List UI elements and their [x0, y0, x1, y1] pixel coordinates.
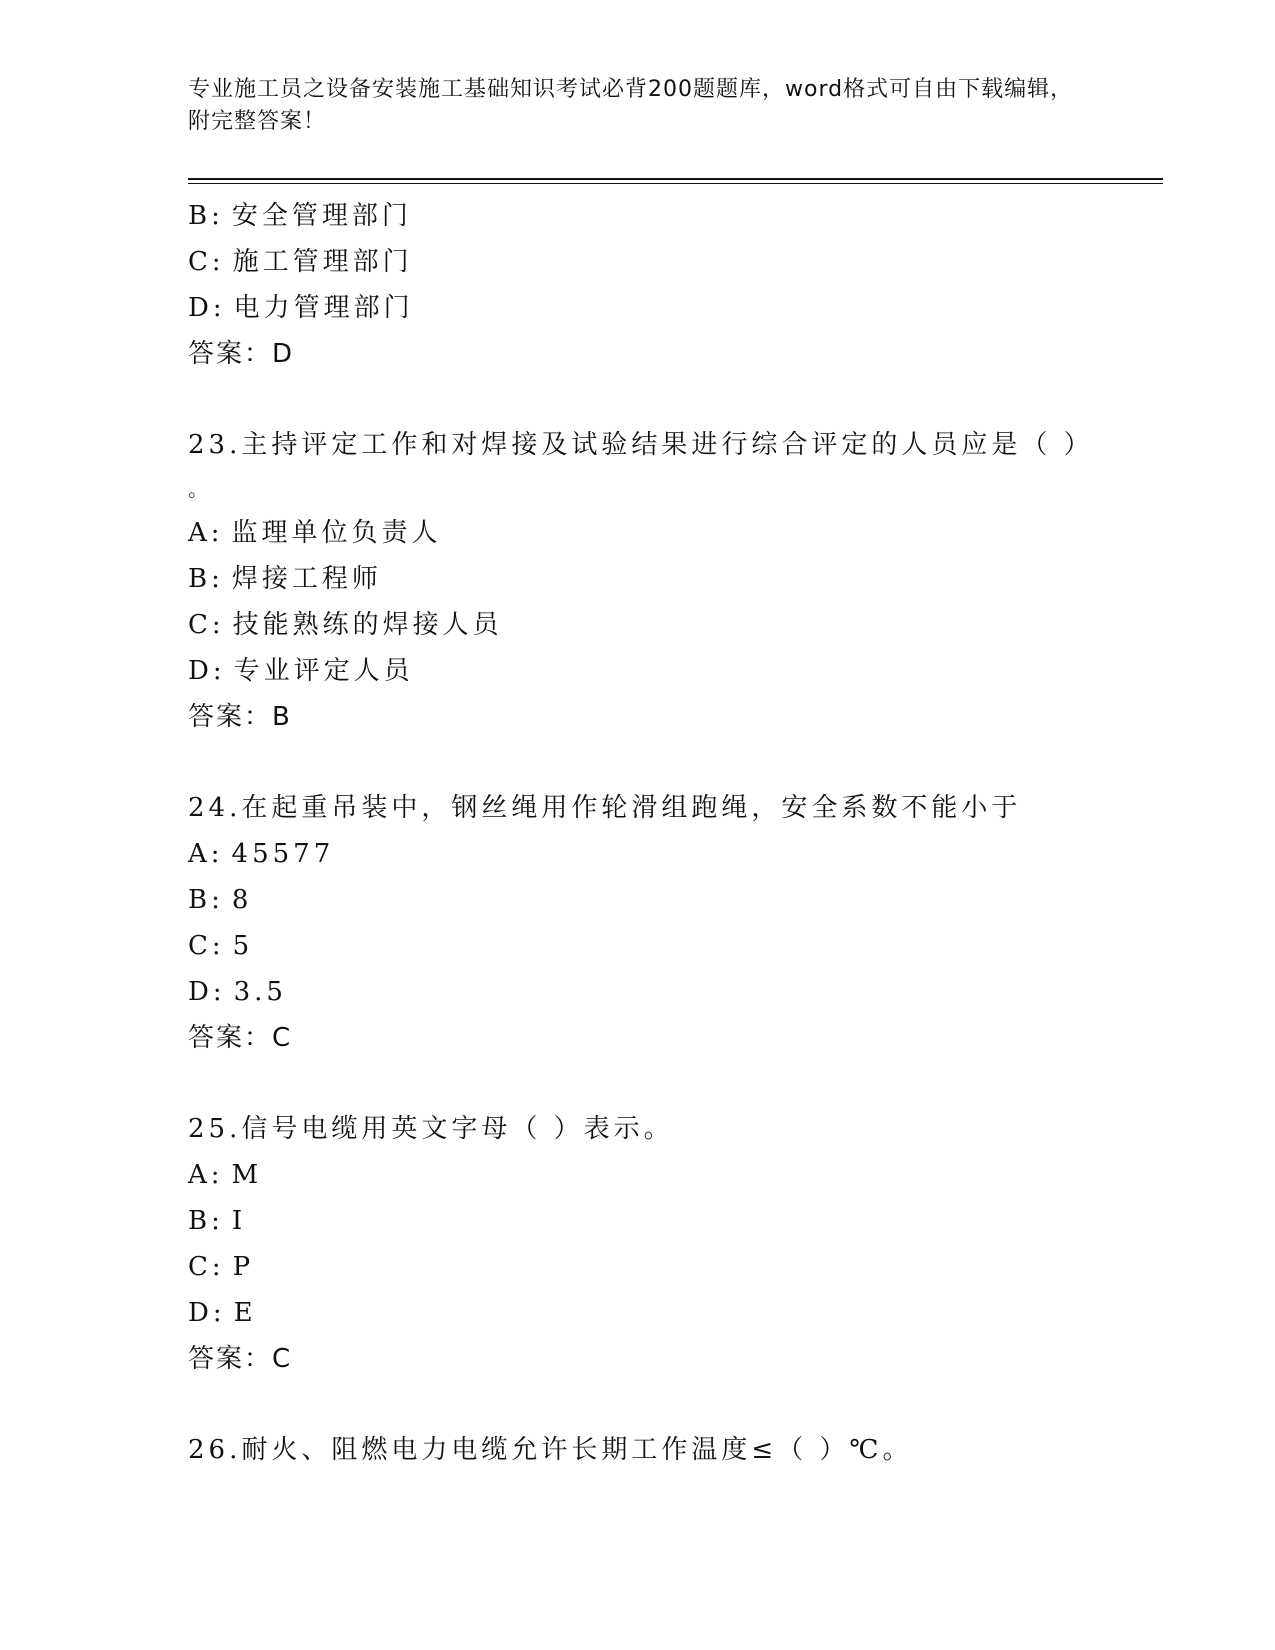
option-b: B: 安全管理部门	[188, 201, 412, 231]
option-a: A: 监理单位负责人	[188, 518, 442, 548]
option-b: B: I	[188, 1206, 247, 1236]
option-c: C: 5	[188, 931, 254, 961]
option-a: A: 45577	[188, 839, 335, 869]
option-b: B: 焊接工程师	[188, 564, 382, 594]
question-25-stem: 25.信号电缆用英文字母（ ）表示。	[188, 1114, 674, 1144]
document-header: 专业施工员之设备安装施工基础知识考试必背200题题库，word格式可自由下载编辑，附完整答案！	[188, 77, 1074, 134]
header-rule-thin	[188, 183, 1163, 184]
option-d: D: 专业评定人员	[188, 656, 414, 686]
option-d: D: E	[188, 1298, 257, 1328]
question-content	[188, 193, 1128, 1473]
option-d: D: 电力管理部门	[188, 293, 414, 323]
option-c: C: 技能熟练的焊接人员	[188, 610, 503, 640]
answer-line: 答案：C	[188, 1023, 293, 1053]
option-c: C: P	[188, 1252, 255, 1282]
option-d: D: 3.5	[188, 977, 287, 1007]
option-a: A: M	[188, 1160, 263, 1190]
option-b: B: 8	[188, 885, 253, 915]
answer-line: 答案：C	[188, 1344, 293, 1374]
question-24-stem: 24.在起重吊装中，钢丝绳用作轮滑组跑绳，安全系数不能小于	[188, 793, 1022, 823]
question-23-stem: 23.主持评定工作和对焊接及试验结果进行综合评定的人员应是（ ）	[188, 430, 1094, 460]
question-23-stem-cont: 。	[188, 477, 212, 501]
header-rule-thick	[188, 178, 1163, 180]
question-26-stem: 26.耐火、阻燃电力电缆允许长期工作温度≤（ ）℃。	[188, 1435, 913, 1465]
answer-line: 答案：B	[188, 702, 292, 732]
answer-line: 答案：D	[188, 339, 295, 369]
option-c: C: 施工管理部门	[188, 247, 413, 277]
